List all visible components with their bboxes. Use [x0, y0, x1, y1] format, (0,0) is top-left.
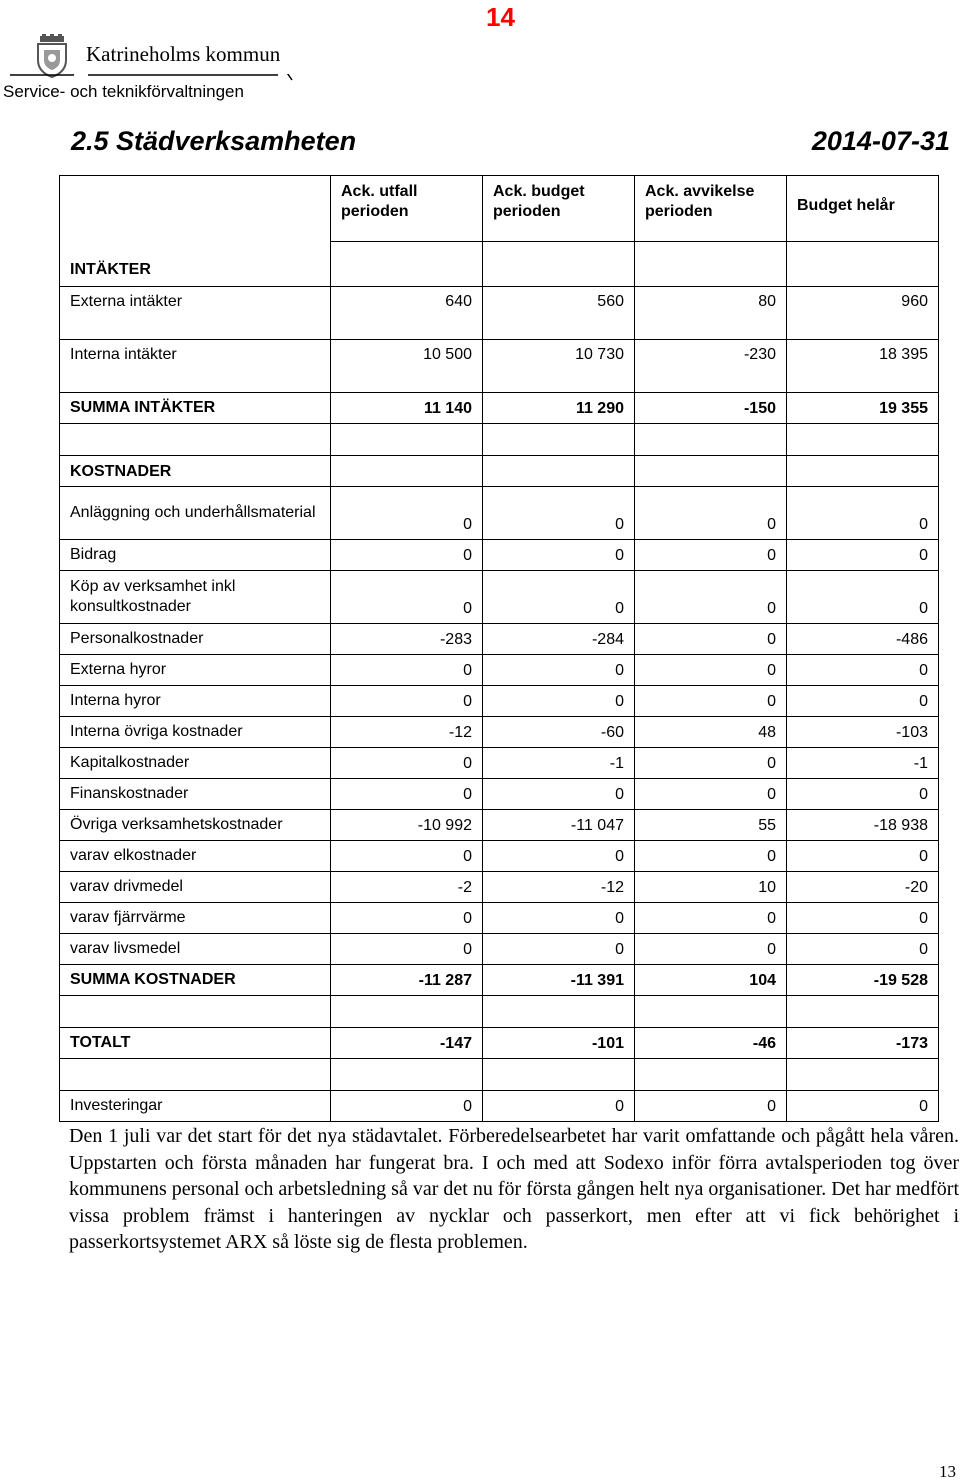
- row-value-col2: 0: [483, 686, 635, 717]
- table-row: [60, 903, 939, 934]
- row-label: SUMMA INTÄKTER: [60, 393, 331, 424]
- table-row: [60, 841, 939, 872]
- section-date: 2014-07-31: [811, 126, 950, 156]
- table-row: [60, 1059, 939, 1091]
- row-value-col2: 0: [483, 540, 635, 571]
- row-value-col3: [635, 456, 787, 487]
- row-label: Interna intäkter: [60, 340, 331, 393]
- header-ack-budget: Ack. budget perioden: [483, 176, 635, 242]
- row-value-col1: -10 992: [331, 810, 483, 841]
- row-label: Övriga verksamhetskostnader: [60, 810, 331, 841]
- row-value-col4: 960: [787, 287, 939, 340]
- row-label: TOTALT: [60, 1028, 331, 1059]
- row-value-col1: 0: [331, 655, 483, 686]
- row-label: Kapitalkostnader: [60, 748, 331, 779]
- row-value-col3: 0: [635, 841, 787, 872]
- row-value-col3: 0: [635, 934, 787, 965]
- row-value-col4: 0: [787, 934, 939, 965]
- row-value-col4: 0: [787, 841, 939, 872]
- row-value-col1: 0: [331, 779, 483, 810]
- header-ack-utfall: Ack. utfall perioden: [331, 176, 483, 242]
- row-value-col1: 640: [331, 287, 483, 340]
- row-value-col2: -60: [483, 717, 635, 748]
- table-header-row: [60, 176, 939, 242]
- row-value-col1: -2: [331, 872, 483, 903]
- row-value-col4: 0: [787, 571, 939, 624]
- row-value-col3: 0: [635, 686, 787, 717]
- row-value-col2: 0: [483, 487, 635, 540]
- row-value-col2: 0: [483, 841, 635, 872]
- row-value-col3: 48: [635, 717, 787, 748]
- row-value-col3: -230: [635, 340, 787, 393]
- row-label: [60, 1059, 331, 1091]
- row-label: [60, 996, 331, 1028]
- row-label: Bidrag: [60, 540, 331, 571]
- row-label: Köp av verksamhet inkl konsultkostnader: [60, 571, 331, 624]
- row-value-col2: 11 290: [483, 393, 635, 424]
- municipality-logo: [10, 34, 300, 80]
- row-value-col4: [787, 456, 939, 487]
- row-label: varav fjärrvärme: [60, 903, 331, 934]
- row-value-col2: 10 730: [483, 340, 635, 393]
- row-value-col2: 0: [483, 903, 635, 934]
- row-value-col2: 560: [483, 287, 635, 340]
- row-value-col1: 11 140: [331, 393, 483, 424]
- row-value-col3: 0: [635, 624, 787, 655]
- table-row: [60, 996, 939, 1028]
- row-value-col4: [787, 996, 939, 1028]
- row-value-col3: [635, 1059, 787, 1091]
- row-value-col1: -283: [331, 624, 483, 655]
- table-row: [60, 965, 939, 996]
- row-value-col2: 0: [483, 934, 635, 965]
- row-value-col3: 0: [635, 487, 787, 540]
- row-value-col1: 10 500: [331, 340, 483, 393]
- row-value-col1: [331, 1059, 483, 1091]
- row-value-col2: 0: [483, 779, 635, 810]
- row-value-col4: 0: [787, 655, 939, 686]
- row-value-col4: [787, 1059, 939, 1091]
- table-row: [60, 686, 939, 717]
- table-row: [60, 717, 939, 748]
- header-empty-cell: [331, 242, 483, 287]
- row-value-col4: -103: [787, 717, 939, 748]
- table-row: [60, 540, 939, 571]
- row-value-col1: [331, 424, 483, 456]
- row-label: Finanskostnader: [60, 779, 331, 810]
- row-label: Personalkostnader: [60, 624, 331, 655]
- row-value-col4: -20: [787, 872, 939, 903]
- row-label: Externa hyror: [60, 655, 331, 686]
- coat-of-arms-icon: [32, 34, 72, 78]
- row-value-col4: 0: [787, 686, 939, 717]
- row-value-col4: 0: [787, 487, 939, 540]
- row-label: Externa intäkter: [60, 287, 331, 340]
- row-value-col4: 0: [787, 903, 939, 934]
- header-empty-cell: [635, 242, 787, 287]
- commentary-paragraph: Den 1 juli var det start för det nya städavtalet. Förberedelsearbetet har varit omfattande och pågått hela våren. Uppstarten och första månaden har fungerat bra. I och med att Sodexo inför förra avtalsperioden tog över kommunens personal och arbetsledning så var det nu för första gången helt nya organisationer. Det har medfört vissa problem främst i hanteringen av nycklar och passerkort, men efter att vi fick behörighet i passerkortsystemet ARX så löste sig de flesta problemen.: [69, 1125, 959, 1253]
- table-row: [60, 934, 939, 965]
- row-value-col1: [331, 996, 483, 1028]
- row-value-col2: -11 391: [483, 965, 635, 996]
- row-value-col1: 0: [331, 1091, 483, 1122]
- row-value-col3: 0: [635, 571, 787, 624]
- header-empty-cell: [787, 242, 939, 287]
- row-value-col3: 0: [635, 655, 787, 686]
- row-value-col1: 0: [331, 686, 483, 717]
- row-value-col3: -46: [635, 1028, 787, 1059]
- row-value-col3: [635, 424, 787, 456]
- row-value-col2: [483, 996, 635, 1028]
- table-row: [60, 424, 939, 456]
- row-value-col4: [787, 424, 939, 456]
- row-value-col1: 0: [331, 487, 483, 540]
- header-budget-helar: Budget helår: [787, 176, 939, 242]
- row-value-col4: -1: [787, 748, 939, 779]
- row-value-col4: 0: [787, 779, 939, 810]
- row-label: [60, 424, 331, 456]
- table-row: [60, 1028, 939, 1059]
- row-value-col2: [483, 456, 635, 487]
- financial-table: [59, 175, 939, 1122]
- row-label: varav livsmedel: [60, 934, 331, 965]
- row-value-col1: 0: [331, 540, 483, 571]
- row-label: KOSTNADER: [60, 456, 331, 487]
- row-value-col1: -12: [331, 717, 483, 748]
- header-ack-avvikelse: Ack. avvikelse perioden: [635, 176, 787, 242]
- table-row: [60, 1091, 939, 1122]
- table-row: [60, 748, 939, 779]
- page-number-top: 14: [486, 2, 515, 32]
- row-value-col2: 0: [483, 571, 635, 624]
- row-value-col2: 0: [483, 1091, 635, 1122]
- page-number-bottom: 13: [939, 1462, 956, 1481]
- row-label: Investeringar: [60, 1091, 331, 1122]
- row-value-col1: -147: [331, 1028, 483, 1059]
- logo-underline: [10, 74, 300, 82]
- row-value-col1: 0: [331, 748, 483, 779]
- table-row: [60, 872, 939, 903]
- row-label: SUMMA KOSTNADER: [60, 965, 331, 996]
- row-label: varav elkostnader: [60, 841, 331, 872]
- row-value-col3: 0: [635, 1091, 787, 1122]
- table-row: [60, 456, 939, 487]
- row-value-col1: [331, 456, 483, 487]
- row-label: Interna övriga kostnader: [60, 717, 331, 748]
- row-value-col2: -12: [483, 872, 635, 903]
- row-value-col4: 19 355: [787, 393, 939, 424]
- table-row: [60, 287, 939, 340]
- row-value-col3: 0: [635, 748, 787, 779]
- row-value-col3: 10: [635, 872, 787, 903]
- table-row: [60, 340, 939, 393]
- row-value-col4: -486: [787, 624, 939, 655]
- row-value-col3: [635, 996, 787, 1028]
- row-value-col2: [483, 1059, 635, 1091]
- row-value-col3: 104: [635, 965, 787, 996]
- row-value-col4: 18 395: [787, 340, 939, 393]
- table-row: [60, 393, 939, 424]
- row-value-col2: -11 047: [483, 810, 635, 841]
- row-value-col3: 55: [635, 810, 787, 841]
- row-value-col1: 0: [331, 571, 483, 624]
- row-value-col4: -19 528: [787, 965, 939, 996]
- department-name: Service- och teknikförvaltningen: [3, 82, 244, 101]
- row-value-col1: 0: [331, 841, 483, 872]
- row-value-col1: -11 287: [331, 965, 483, 996]
- row-value-col2: -284: [483, 624, 635, 655]
- row-value-col3: 80: [635, 287, 787, 340]
- table-row: [60, 810, 939, 841]
- row-label: Interna hyror: [60, 686, 331, 717]
- row-value-col1: 0: [331, 903, 483, 934]
- header-empty-cell: [483, 242, 635, 287]
- row-value-col3: 0: [635, 903, 787, 934]
- row-label: varav drivmedel: [60, 872, 331, 903]
- row-value-col2: 0: [483, 655, 635, 686]
- row-value-col2: [483, 424, 635, 456]
- row-value-col3: -150: [635, 393, 787, 424]
- table-row: [60, 655, 939, 686]
- row-value-col4: -18 938: [787, 810, 939, 841]
- logo-wordmark: Katrineholms kommun: [86, 42, 281, 66]
- row-value-col2: -101: [483, 1028, 635, 1059]
- row-value-col4: -173: [787, 1028, 939, 1059]
- table-row: [60, 779, 939, 810]
- row-value-col4: 0: [787, 540, 939, 571]
- row-value-col2: -1: [483, 748, 635, 779]
- header-intakter: INTÄKTER: [60, 176, 331, 287]
- row-value-col3: 0: [635, 540, 787, 571]
- row-value-col4: 0: [787, 1091, 939, 1122]
- table-row: [60, 571, 939, 624]
- row-value-col3: 0: [635, 779, 787, 810]
- row-label: Anläggning och underhållsmaterial: [60, 487, 331, 540]
- table-row: [60, 487, 939, 540]
- table-row: [60, 624, 939, 655]
- section-title: 2.5 Städverksamheten: [71, 126, 357, 156]
- row-value-col1: 0: [331, 934, 483, 965]
